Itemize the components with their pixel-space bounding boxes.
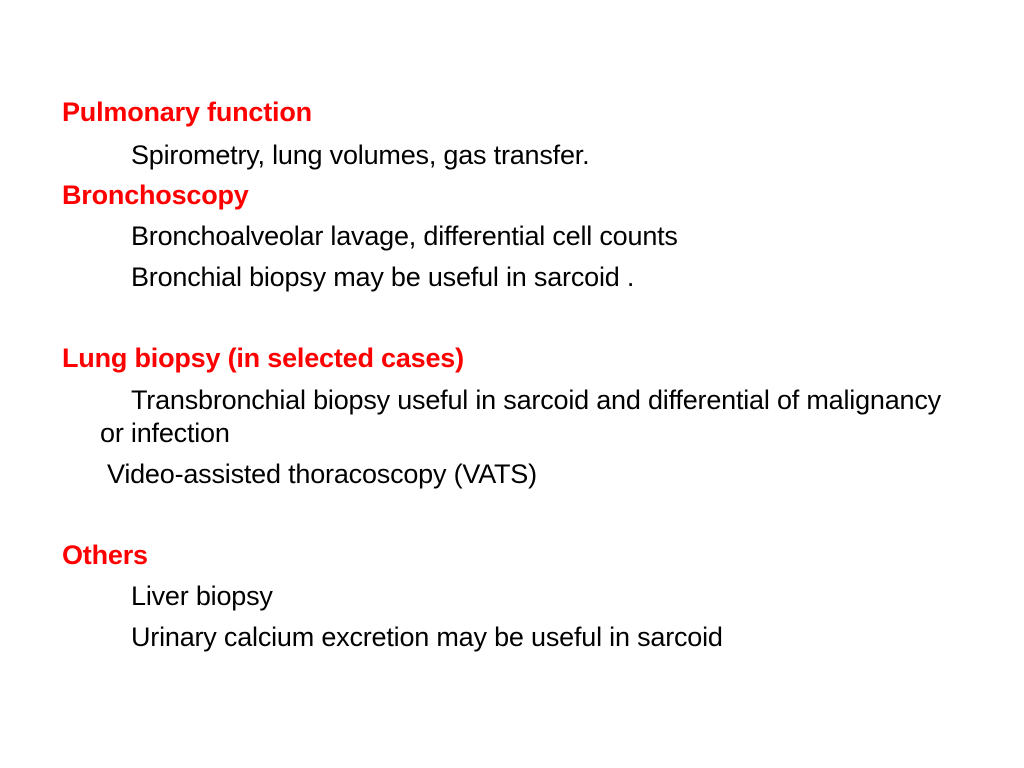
- item-spirometry: Spirometry, lung volumes, gas transfer.: [131, 140, 590, 170]
- section-heading-pulmonary-function: Pulmonary function: [62, 97, 312, 127]
- item-bronchoalveolar-lavage: Bronchoalveolar lavage, differential cell counts: [131, 221, 678, 251]
- section-heading-others: Others: [62, 540, 148, 570]
- item-vats: Video-assisted thoracoscopy (VATS): [107, 459, 537, 489]
- item-urinary-calcium: Urinary calcium excretion may be useful in sarcoid: [131, 622, 723, 652]
- section-heading-bronchoscopy: Bronchoscopy: [62, 180, 249, 210]
- item-transbronchial-biopsy: Transbronchial biopsy useful in sarcoid and differential of malignancy or infection: [100, 385, 941, 448]
- item-liver-biopsy: Liver biopsy: [131, 581, 273, 611]
- item-bronchial-biopsy: Bronchial biopsy may be useful in sarcoid .: [131, 262, 635, 292]
- section-heading-lung-biopsy: Lung biopsy (in selected cases): [62, 343, 464, 373]
